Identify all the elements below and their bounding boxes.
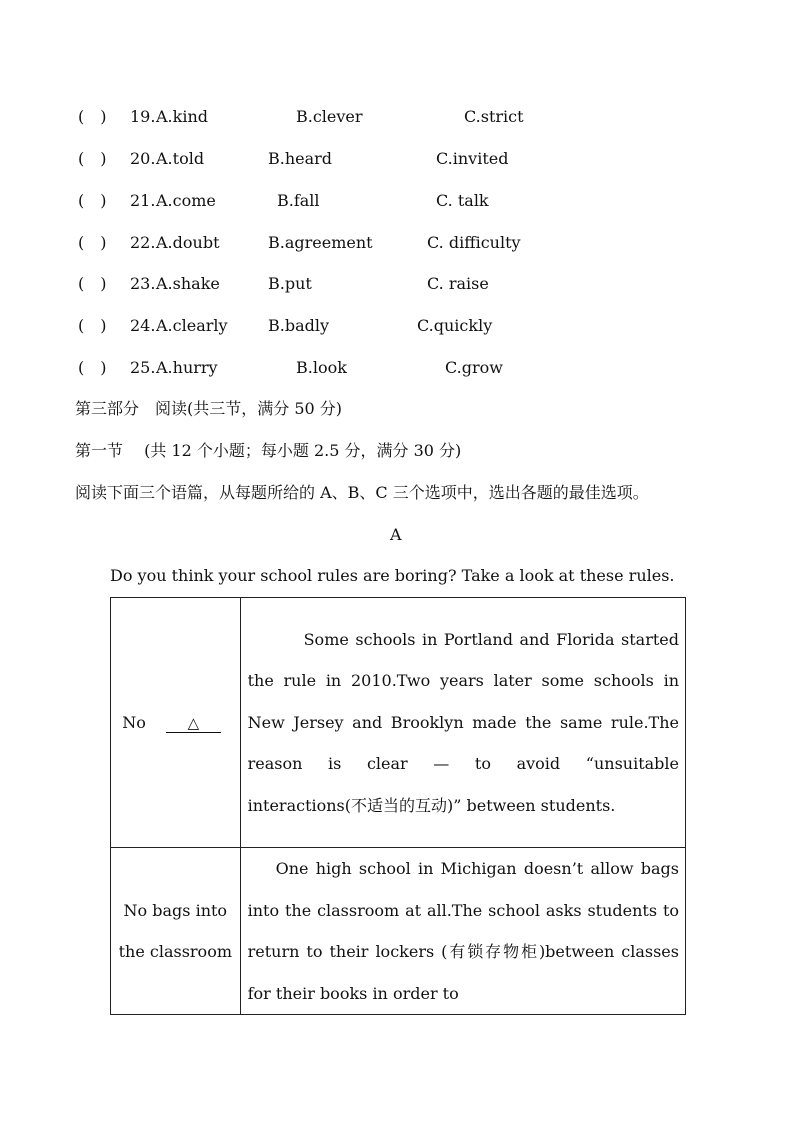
question-number: 23.	[130, 274, 156, 293]
option-a: A.clearly	[156, 316, 228, 335]
option-b: B.clever	[296, 107, 363, 126]
option-c: C. raise	[427, 274, 489, 293]
answer-paren: ( )	[78, 358, 107, 377]
option-c: C.strict	[464, 107, 524, 126]
option-b: B.look	[296, 358, 347, 377]
option-c: C. difficulty	[427, 233, 521, 252]
option-c: C. talk	[436, 191, 489, 210]
passage-intro: Do you think your school rules are boring? Take a look at these rules.	[110, 566, 675, 585]
rule-description-cell	[240, 848, 685, 1015]
triangle-icon: △	[187, 713, 200, 732]
answer-paren: ( )	[78, 107, 107, 126]
table-row	[111, 848, 686, 1015]
question-number: 22.	[130, 233, 156, 252]
option-a: A.told	[156, 149, 205, 168]
rule-label	[118, 702, 232, 744]
answer-blank	[166, 714, 221, 733]
sub-title: 第一节 (共 12 个小题；每小题 2.5 分，满分 30 分)	[75, 441, 462, 460]
table-row	[111, 598, 686, 848]
question-number: 25.	[130, 358, 156, 377]
instruction: 阅读下面三个语篇，从每题所给的 A、B、C 三个选项中，选出各题的最佳选项。	[75, 483, 649, 502]
rule-label: No bags into the classroom	[118, 900, 232, 962]
answer-paren: ( )	[78, 274, 107, 293]
question-number: 20.	[130, 149, 156, 168]
answer-paren: ( )	[78, 191, 107, 210]
rule-label-cell	[111, 598, 241, 848]
part-title: 第三部分 阅读(共三节，满分 50 分)	[75, 399, 343, 418]
option-b: B.badly	[268, 316, 330, 335]
question-number: 21.	[130, 191, 156, 210]
option-a: A.hurry	[156, 358, 218, 377]
option-c: C.invited	[436, 149, 509, 168]
option-b: B.put	[268, 274, 312, 293]
option-c: C.grow	[445, 358, 503, 377]
answer-paren: ( )	[78, 233, 107, 252]
rules-table	[110, 597, 686, 1015]
answer-paren: ( )	[78, 149, 107, 168]
rule-description-cell	[240, 598, 685, 848]
option-b: B.heard	[268, 149, 333, 168]
option-c: C.quickly	[417, 316, 493, 335]
question-number: 19.	[130, 107, 156, 126]
option-a: A.kind	[156, 107, 208, 126]
passage-letter: A	[390, 525, 402, 544]
option-b: B.agreement	[268, 233, 373, 252]
answer-paren: ( )	[78, 316, 107, 335]
question-number: 24.	[130, 316, 156, 335]
rule-label-prefix: No	[122, 712, 146, 732]
option-a: A.come	[156, 191, 216, 210]
option-b: B.fall	[277, 191, 320, 210]
option-a: A.shake	[156, 274, 220, 293]
rule-description: Some schools in Portland and Florida started the rule in 2010.Two years later some schools in New Jersey and Brooklyn made the same rule.The reason is clear — to avoid “unsuitable interactions(不适当的互动)” between students.	[247, 629, 679, 815]
rule-label-cell	[111, 848, 241, 1015]
rule-description: One high school in Michigan doesn’t allow bags into the classroom at all.The school asks students to return to their lockers (有锁存物柜)between classes for their books in order to	[247, 859, 679, 1003]
option-a: A.doubt	[156, 233, 220, 252]
